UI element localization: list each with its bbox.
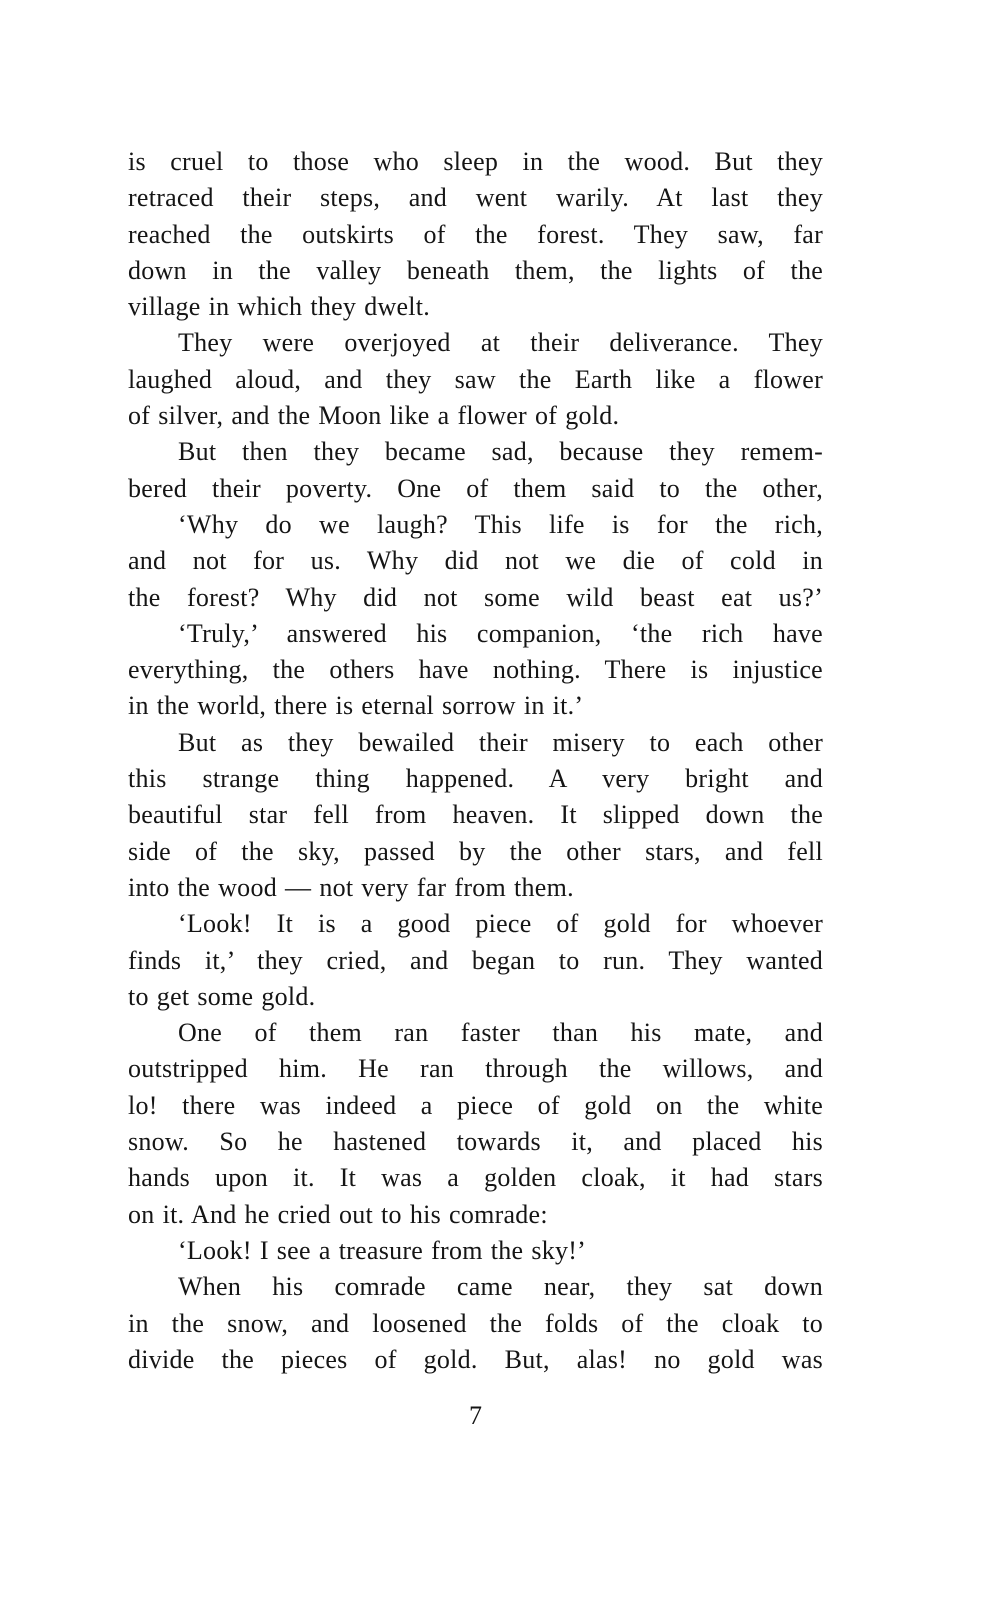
text-line: the forest? Why did not some wild beast eat us?’	[128, 582, 823, 612]
text-line: retraced their steps, and went warily. At last they	[128, 183, 823, 213]
text-line: ‘Look! I see a treasure from the sky!’	[178, 1235, 587, 1265]
text-line: divide the pieces of gold. But, alas! no gold was	[128, 1344, 823, 1374]
text-line: finds it,’ they cried, and began to run. They wanted	[128, 945, 823, 975]
text-line: But then they became sad, because they remem-	[178, 437, 823, 467]
text-line: village in which they dwelt.	[128, 292, 431, 322]
text-line: reached the outskirts of the forest. They saw, far	[128, 219, 823, 249]
text-line: everything, the others have nothing. There is injustice	[128, 655, 823, 685]
text-line: and not for us. Why did not we die of cold in	[128, 546, 823, 576]
text-line: to get some gold.	[128, 981, 316, 1011]
text-line: outstripped him. He ran through the willows, and	[128, 1054, 823, 1084]
text-line: laughed aloud, and they saw the Earth like a flower	[128, 364, 823, 394]
text-line: snow. So he hastened towards it, and placed his	[128, 1127, 823, 1157]
text-line: hands upon it. It was a golden cloak, it had stars	[128, 1163, 823, 1193]
text-line: ‘Why do we laugh? This life is for the rich,	[178, 509, 823, 539]
text-line: lo! there was indeed a piece of gold on the white	[128, 1090, 823, 1120]
text-line: But as they bewailed their misery to each other	[178, 727, 823, 757]
text-line: in the world, there is eternal sorrow in it.’	[128, 691, 584, 721]
text-line: ‘Truly,’ answered his companion, ‘the rich have	[178, 618, 823, 648]
text-line: They were overjoyed at their deliverance. They	[178, 328, 823, 358]
text-line: One of them ran faster than his mate, and	[178, 1018, 823, 1048]
text-line: in the snow, and loosened the folds of the cloak to	[128, 1308, 823, 1338]
text-line: beautiful star fell from heaven. It slipped down the	[128, 800, 823, 830]
text-line: bered their poverty. One of them said to the other,	[128, 473, 823, 503]
text-line: of silver, and the Moon like a flower of gold.	[128, 401, 620, 431]
text-line: on it. And he cried out to his comrade:	[128, 1199, 548, 1229]
text-line: into the wood — not very far from them.	[128, 872, 574, 902]
text-line: down in the valley beneath them, the lights of the	[128, 255, 823, 285]
text-line: ‘Look! It is a good piece of gold for whoever	[178, 909, 823, 939]
text-line: is cruel to those who sleep in the wood. But they	[128, 147, 823, 176]
text-line: When his comrade came near, they sat down	[178, 1272, 823, 1302]
text-line: side of the sky, passed by the other stars, and fell	[128, 836, 823, 866]
text-line: this strange thing happened. A very bright and	[128, 764, 823, 794]
page-number: 7	[469, 1401, 482, 1430]
text-block	[128, 144, 823, 1378]
